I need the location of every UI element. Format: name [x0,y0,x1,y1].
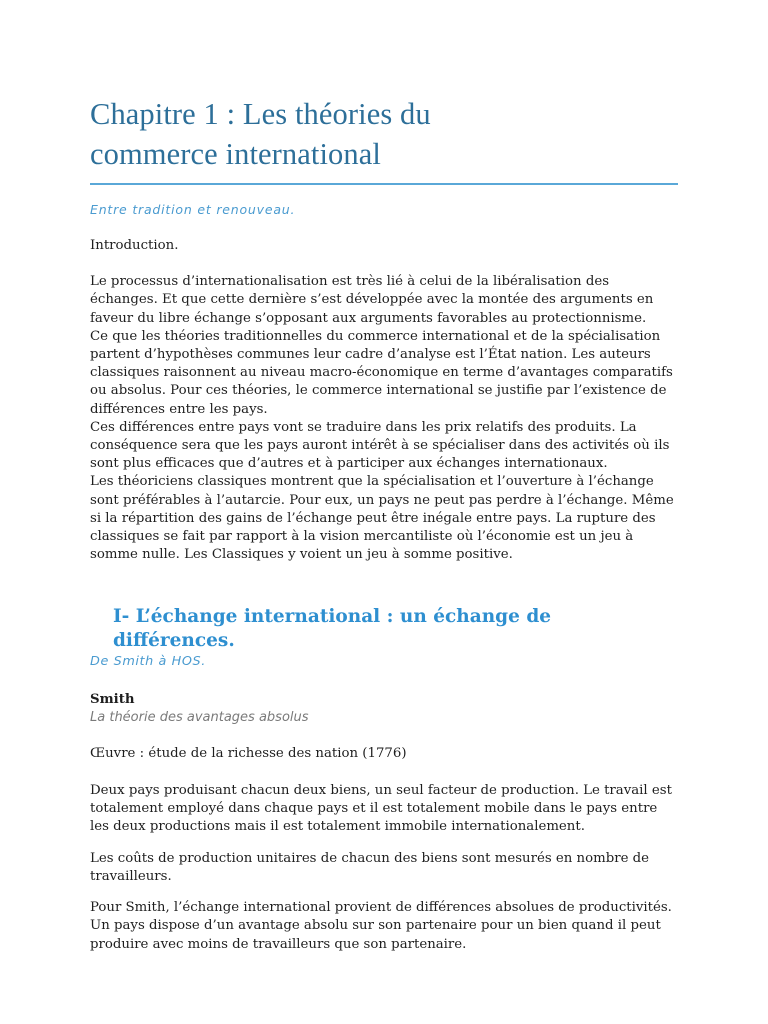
intro-paragraph: Le processus d’internationalisation est très lié à celui de la libéralisation des échanges. Et que cette dernière s’est développée avec la montée des arguments en faveur du libre échange s’opposant aux arguments favorables au protectionnisme. [90,274,654,326]
smith-text [90,782,678,954]
document-page [90,94,678,967]
intro-paragraph: Les théoriciens classiques montrent que la spécialisation et l’ouverture à l’échange sont préférables à l’autarcie. Pour eux, un pays ne peut pas perdre à l’échange. Même si la répartition des gains de l’échange peut être inégale entre pays. La rupture des classiques se fait par rapport à la vision mercantiliste où l’économie est un jeu à somme nulle. Les Classiques y voient un jeu à somme positive. [90,474,674,563]
author-heading: Smith [90,692,135,708]
section-subheading: De Smith à HOS. [90,654,206,670]
section-heading: I- L’échange international : un échange de différences. [113,606,552,652]
oeuvre-line: Œuvre : étude de la richesse des nation (1776) [90,746,407,762]
smith-paragraph: Les coûts de production unitaires de chacun des biens sont mesurés en nombre de travailleurs. [90,850,650,884]
introduction-text [90,273,678,564]
title-divider [90,183,678,185]
chapter-title-line1: Chapitre 1 : Les théories du [90,97,431,131]
intro-paragraph: Ces différences entre pays vont se traduire dans les prix relatifs des produits. La conséquence sera que les pays auront intérêt à se spécialiser dans des activités où ils sont plus efficaces que d’autres et à participer aux échanges internationaux. [90,419,670,472]
chapter-title [90,94,678,174]
intro-paragraph: Ce que les théories traditionnelles du commerce international et de la spécialisation partent d’hypothèses communes leur cadre d’analyse est l’État nation. Les auteurs classiques raisonnent au niveau macro-économique en terme d’avantages comparatifs ou absolus. Pour ces théories, le commerce international se justifie par l’existence de différences entre les pays. [90,328,673,417]
author-subheading: La théorie des avantages absolus [90,710,309,726]
introduction-label: Introduction. [90,238,179,253]
chapter-subtitle: Entre tradition et renouveau. [90,202,296,217]
smith-paragraph: Deux pays produisant chacun deux biens, un seul facteur de production. Le travail est totalement employé dans chaque pays et il est totalement mobile dans le pays entre les deux productions mais il est totalement immobile internationalement. [90,782,672,835]
smith-paragraph: Pour Smith, l’échange international provient de différences absolues de productivités. Un pays dispose d’un avantage absolu sur son partenaire pour un bien quand il peut produire avec moins de travailleurs que son partenaire. [90,900,672,952]
chapter-title-line2: commerce international [90,137,381,171]
